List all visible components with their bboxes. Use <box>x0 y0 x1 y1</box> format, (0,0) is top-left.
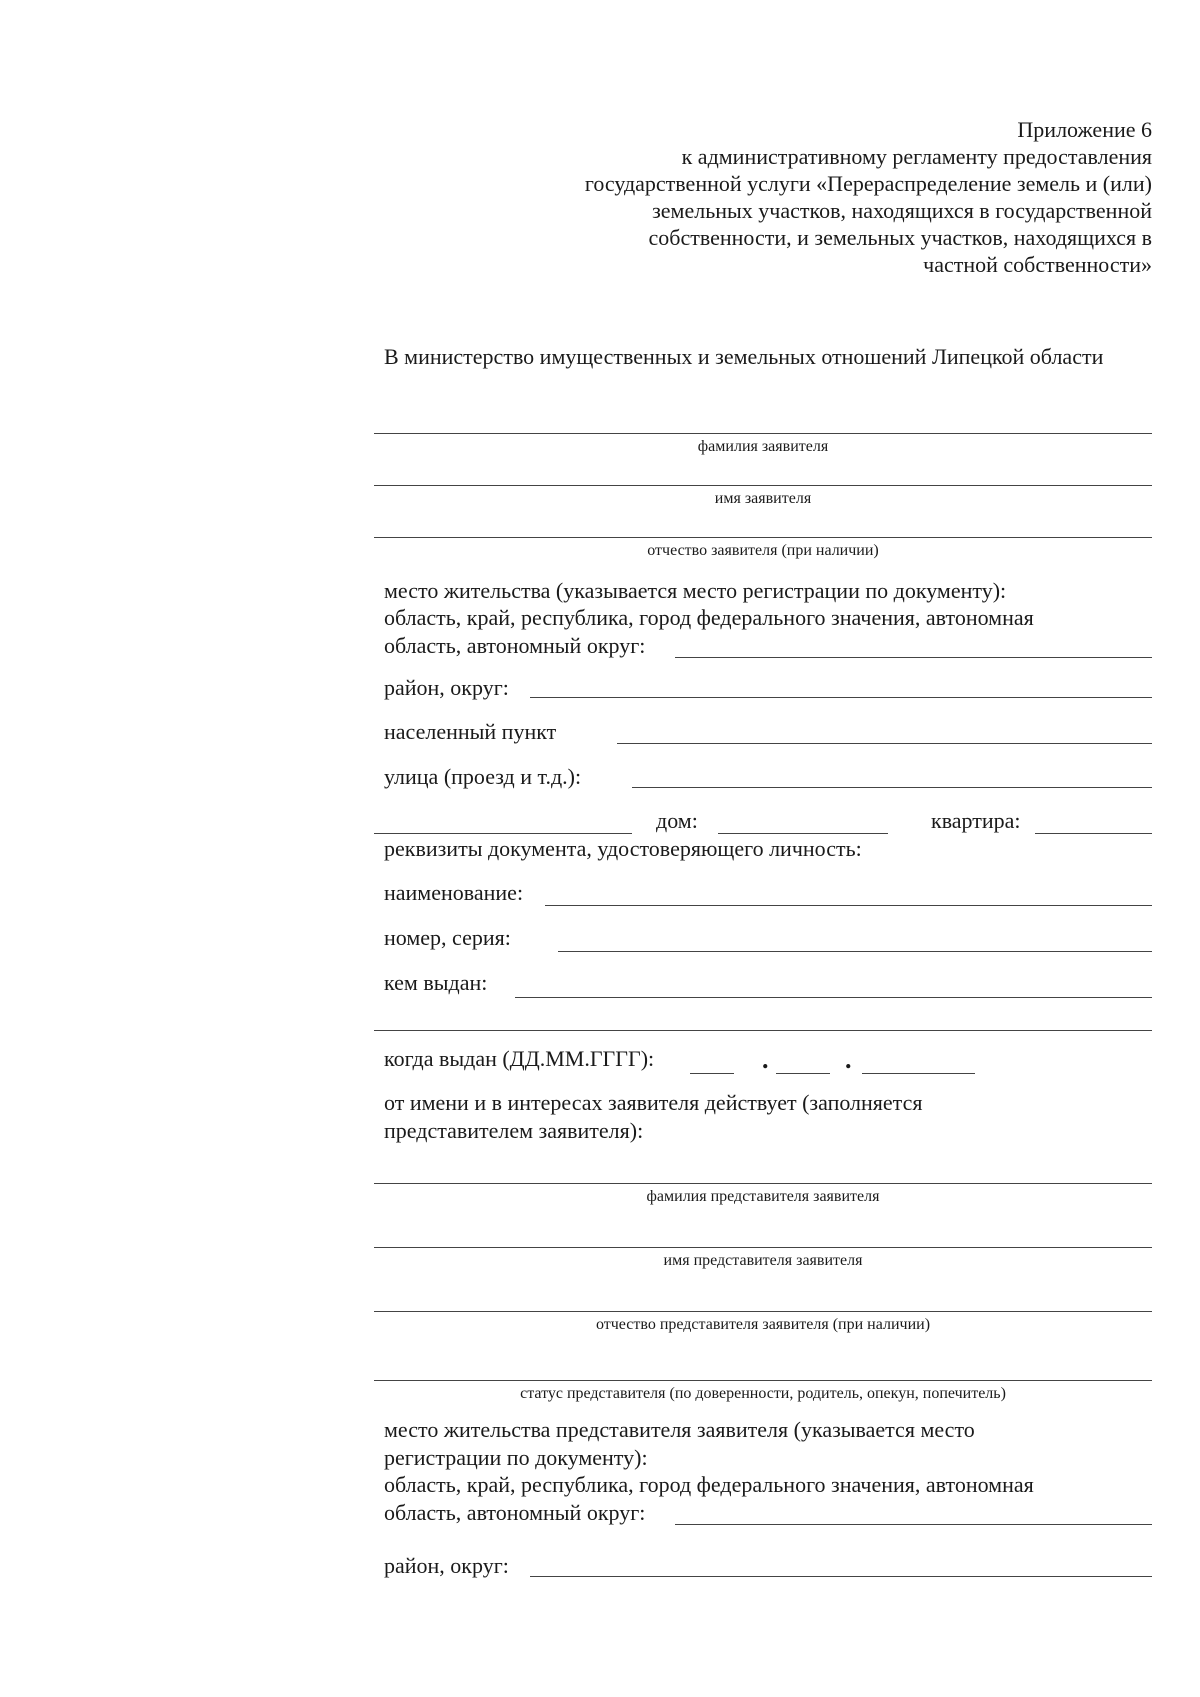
doc-issuer-field-continued[interactable] <box>374 1030 1152 1031</box>
annex-number: Приложение 6 <box>1017 117 1152 142</box>
applicant-name-caption: имя заявителя <box>714 490 812 507</box>
representative-intro-cont: представителем заявителя): <box>384 1118 644 1143</box>
street-continuation-field[interactable] <box>374 833 632 834</box>
doc-issue-year-field[interactable] <box>862 1073 975 1074</box>
representative-name-field[interactable] <box>374 1247 1152 1248</box>
district-label: район, округ: <box>384 675 509 700</box>
doc-name-field[interactable] <box>545 905 1152 906</box>
representative-district-field[interactable] <box>530 1576 1152 1577</box>
representative-surname-field[interactable] <box>374 1183 1152 1184</box>
doc-issuer-label: кем выдан: <box>384 970 488 995</box>
apartment-field[interactable] <box>1035 833 1152 834</box>
street-label: улица (проезд и т.д.): <box>384 764 582 789</box>
house-label: дом: <box>656 808 698 833</box>
locality-field[interactable] <box>617 743 1152 744</box>
applicant-surname-field[interactable] <box>374 433 1152 434</box>
representative-patronymic-field[interactable] <box>374 1311 1152 1312</box>
representative-region-label-cont: область, автономный округ: <box>384 1500 646 1525</box>
apartment-label: квартира: <box>931 808 1021 833</box>
representative-name-caption: имя представителя заявителя <box>663 1252 863 1269</box>
representative-patronymic-caption: отчество представителя заявителя (при наличии) <box>595 1316 931 1333</box>
date-separator: . <box>845 1045 852 1074</box>
date-separator: . <box>762 1045 769 1074</box>
residence-region-label: область, край, республика, город федерального значения, автономная <box>384 605 1034 630</box>
representative-region-label: oбласть, край, республика, город федерального значения, автономная <box>384 1472 1034 1497</box>
doc-name-label: наименование: <box>384 880 524 905</box>
annex-reference-line: к административному регламенту предоставления <box>681 144 1152 169</box>
street-field[interactable] <box>632 787 1152 788</box>
annex-reference-line: государственной услуги «Перераспределение земель и (или) <box>584 171 1152 196</box>
annex-reference-line: земельных участков, находящихся в государственной <box>652 198 1152 223</box>
applicant-surname-caption: фамилия заявителя <box>697 438 829 455</box>
addressee: В министерство имущественных и земельных отношений Липецкой области <box>384 344 1104 369</box>
annex-reference-line: собственности, и земельных участков, находящихся в <box>648 225 1152 250</box>
doc-issue-day-field[interactable] <box>690 1073 734 1074</box>
district-field[interactable] <box>530 697 1152 698</box>
locality-label: населенный пункт <box>384 719 557 744</box>
annex-reference-line: частной собственности» <box>923 252 1152 277</box>
applicant-patronymic-field[interactable] <box>374 537 1152 538</box>
annex-header <box>480 116 1152 278</box>
representative-intro: от имени и в интересах заявителя действует (заполняется <box>384 1090 923 1115</box>
residence-region-label-cont: область, автономный округ: <box>384 633 646 658</box>
representative-region-field[interactable] <box>675 1524 1152 1525</box>
house-field[interactable] <box>718 833 888 834</box>
residence-heading: место жительства (указывается место регистрации по документу): <box>384 578 1007 603</box>
representative-district-label: район, округ: <box>384 1553 509 1578</box>
representative-residence-heading-cont: регистрации по документу): <box>384 1445 648 1470</box>
representative-status-caption: статус представителя (по доверенности, родитель, опекун, попечитель) <box>520 1385 1006 1402</box>
representative-surname-caption: фамилия представителя заявителя <box>646 1188 880 1205</box>
applicant-patronymic-caption: отчество заявителя (при наличии) <box>647 542 879 559</box>
residence-region-field[interactable] <box>675 657 1152 658</box>
doc-number-field[interactable] <box>558 951 1152 952</box>
representative-status-field[interactable] <box>374 1380 1152 1381</box>
doc-issuer-field[interactable] <box>515 997 1152 998</box>
doc-issue-month-field[interactable] <box>776 1073 830 1074</box>
representative-residence-heading: место жительства представителя заявителя (указывается место <box>384 1417 975 1442</box>
doc-number-label: номер, серия: <box>384 925 511 950</box>
applicant-name-field[interactable] <box>374 485 1152 486</box>
identity-doc-heading: реквизиты документа, удостоверяющего личность: <box>384 836 862 861</box>
doc-issue-date-label: когда выдан (ДД.ММ.ГГГГ): <box>384 1046 655 1071</box>
